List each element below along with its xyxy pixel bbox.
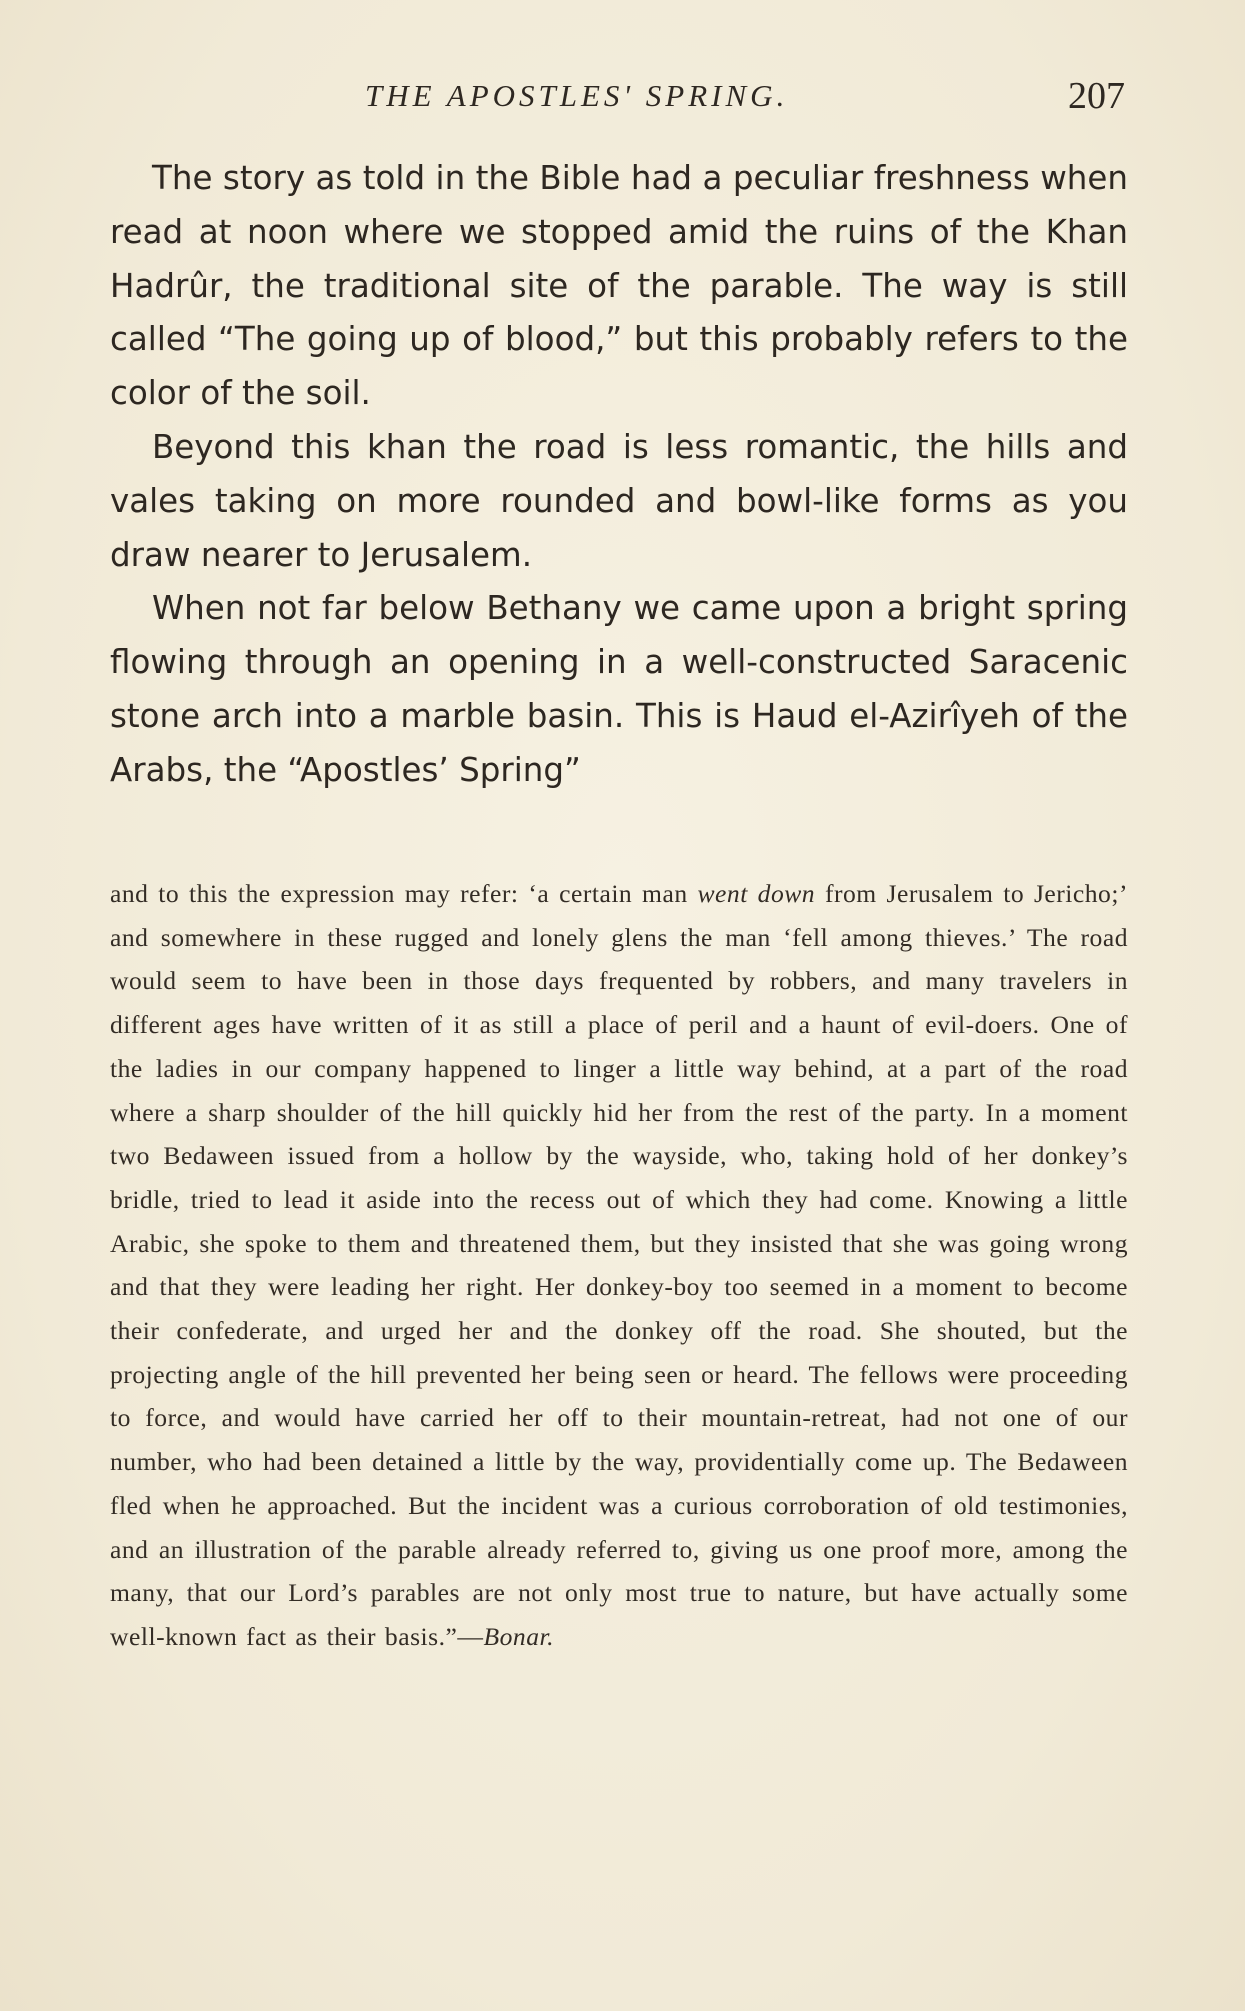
paragraph-2: Beyond this khan the road is less romantic, the hills and vales taking on more rounded and bowl-like forms as you draw nearer to Jerusalem. bbox=[110, 427, 1128, 574]
running-head bbox=[110, 74, 1125, 124]
quote-italic-phrase: went down bbox=[697, 879, 816, 908]
paragraph-1: The story as told in the Bible had a peculiar freshness when read at noon where we stopped amid the ruins of the Khan Hadrûr, the traditional site of the parable. The way is still called “The going up of blood,” but this probably refers to the color of the soil. bbox=[110, 159, 1128, 413]
paragraph-3: When not far below Bethany we came upon a bright spring flowing through an opening in a well-constructed Saracenic stone arch into a marble basin. This is Haud el-Azirîyeh of the Arabs, the “Apostles’ Spring” bbox=[110, 589, 1128, 789]
running-title: THE APOSTLES' SPRING. bbox=[365, 78, 789, 113]
quote-attribution: Bonar. bbox=[483, 1621, 555, 1651]
quote-after-italic: from Jerusalem to Jericho;’ and somewhere in these rugged and lonely glens the man ‘fell among thieves.’ The road would seem to have been in those days frequented by robbers, and many travelers in different ages have written of it as still a place of peril and a haunt of evil-doers. One of the ladies in our company happened to linger a little way behind, at a part of the road where a sharp shoulder of the hill quickly hid her from the rest of the party. In a moment two Bedaween issued from a hollow by the wayside, who, taking hold of her donkey’s bridle, tried to lead it aside into the recess out of which they had come. Knowing a little Arabic, she spoke to them and threatened them, but they insisted that she was going wrong and that they were leading her right. Her donkey-boy too seemed in a moment to become their confederate, and urged her and the donkey off the road. She shouted, but the projecting angle of the hill prevented her being seen or heard. The fellows were proceeding to force, and would have carried her off to their mountain-retreat, had not one of our number, who had been detained a little by the way, providentially come up. The Bedaween fled when he approached. But the incident was a curious corroboration of old testimonies, and an illustration of the parable already referred to, giving us one proof more, among the many, that our Lord’s parables are not only most true to nature, but have actually some well-known fact as their basis.”— bbox=[110, 879, 1128, 1651]
quoted-passage bbox=[110, 872, 1128, 1659]
page-number: 207 bbox=[1068, 75, 1125, 117]
quote-before-italic: and to this the expression may refer: ‘a certain man bbox=[110, 879, 698, 908]
main-text bbox=[110, 152, 1128, 798]
quoted-passage-text bbox=[110, 872, 1128, 1659]
